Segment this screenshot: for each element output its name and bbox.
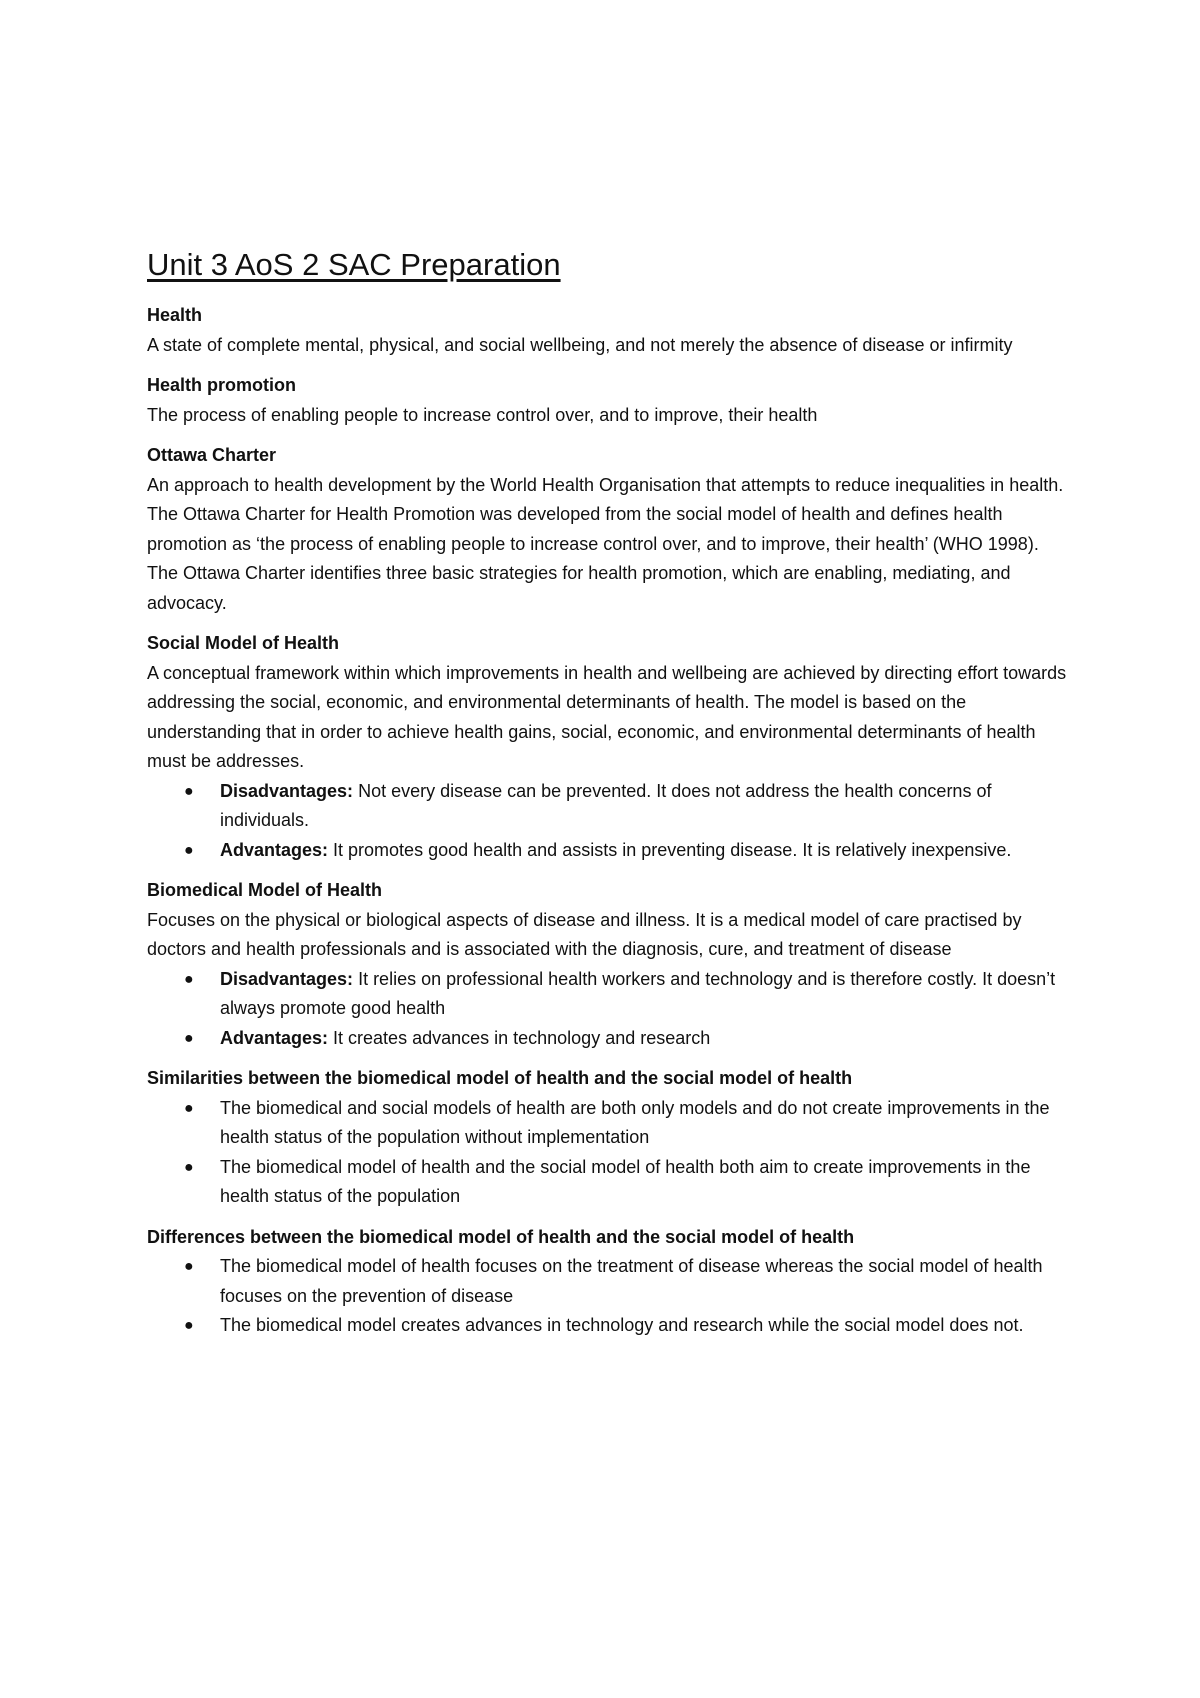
- bullet-item: [184, 1153, 1067, 1212]
- document-title: Unit 3 AoS 2 SAC Preparation: [147, 247, 561, 282]
- section-body: An approach to health development by the World Health Organisation that attempts to reduce inequalities in health. The Ottawa Charter for Health Promotion was developed from the social model of health and defines health promotion as ‘the process of enabling people to increase control over, and to improve, their health’ (WHO 1998). The Ottawa Charter identifies three basic strategies for health promotion, which are enabling, mediating, and advocacy.: [147, 474, 1064, 613]
- section-biomedical-model: [147, 876, 1067, 1053]
- bullet-icon: ●: [184, 782, 194, 800]
- bullet-text: The biomedical model of health focuses on the treatment of disease whereas the social model of health focuses on the prevention of disease: [220, 1256, 1043, 1306]
- bullet-icon: ●: [184, 1317, 194, 1334]
- bullet-lead: Advantages:: [220, 839, 329, 860]
- section-heading: Health promotion: [147, 375, 296, 395]
- document-content: [147, 245, 1067, 1352]
- bullet-icon: ●: [184, 1029, 194, 1047]
- bullet-item: [184, 1094, 1067, 1153]
- bullet-text: The biomedical and social models of health are both only models and do not create improvements in the health status of the population without implementation: [220, 1097, 1050, 1147]
- section-ottawa-charter: [147, 441, 1067, 618]
- section-body: A state of complete mental, physical, and social wellbeing, and not merely the absence of disease or infirmity: [147, 334, 1013, 355]
- section-heading: Health: [147, 305, 203, 325]
- bullet-lead: Disadvantages:: [220, 968, 354, 989]
- section-body: A conceptual framework within which improvements in health and wellbeing are achieved by directing effort towards addressing the social, economic, and environmental determinants of health. The model is based on the understanding that in order to achieve health gains, social, economic, and environmental determinants of health must be addresses.: [147, 662, 1067, 771]
- bullet-item: [184, 965, 1067, 1024]
- bullet-icon: ●: [184, 1099, 194, 1117]
- bullet-icon: ●: [184, 1158, 194, 1176]
- section-body: The process of enabling people to increase control over, and to improve, their health: [147, 404, 818, 425]
- section-heading: Differences between the biomedical model of health and the social model of health: [147, 1226, 855, 1247]
- section-differences: [147, 1223, 1067, 1341]
- bullet-text: It creates advances in technology and research: [328, 1027, 711, 1048]
- bullet-lead: Disadvantages:: [220, 780, 354, 801]
- bullet-text: It promotes good health and assists in preventing disease. It is relatively inexpensive.: [328, 839, 1012, 860]
- bullet-text: Not every disease can be prevented. It does not address the health concerns of individuals.: [220, 780, 992, 830]
- section-health-promotion: [147, 371, 1067, 430]
- bullet-list: [147, 1252, 1067, 1341]
- section-similarities: [147, 1064, 1067, 1212]
- section-social-model: [147, 629, 1067, 865]
- bullet-lead: Advantages:: [220, 1027, 329, 1048]
- bullet-text: It relies on professional health workers and technology and is therefore costly. It doesn’t always promote good health: [220, 968, 1056, 1018]
- bullet-text: The biomedical model of health and the social model of health both aim to create improvements in the health status of the population: [220, 1156, 1031, 1206]
- bullet-list: [147, 965, 1067, 1054]
- section-body: Focuses on the physical or biological aspects of disease and illness. It is a medical model of care practised by doctors and health professionals and is associated with the diagnosis, cure, and treatment of disease: [147, 909, 1022, 959]
- section-health: [147, 301, 1067, 360]
- bullet-icon: ●: [184, 970, 194, 988]
- bullet-list: [147, 777, 1067, 866]
- bullet-list: [147, 1094, 1067, 1212]
- bullet-item: [184, 1311, 1067, 1341]
- bullet-text: The biomedical model creates advances in technology and research while the social model does not.: [220, 1315, 1024, 1335]
- bullet-icon: ●: [184, 841, 194, 859]
- bullet-item: [184, 1024, 1067, 1054]
- bullet-item: [184, 836, 1067, 866]
- section-heading: Ottawa Charter: [147, 445, 277, 465]
- bullet-icon: ●: [184, 1258, 194, 1275]
- bullet-item: [184, 777, 1067, 836]
- bullet-item: [184, 1252, 1067, 1311]
- section-heading: Social Model of Health: [147, 633, 340, 653]
- section-heading: Similarities between the biomedical model of health and the social model of health: [147, 1068, 853, 1088]
- section-heading: Biomedical Model of Health: [147, 880, 383, 900]
